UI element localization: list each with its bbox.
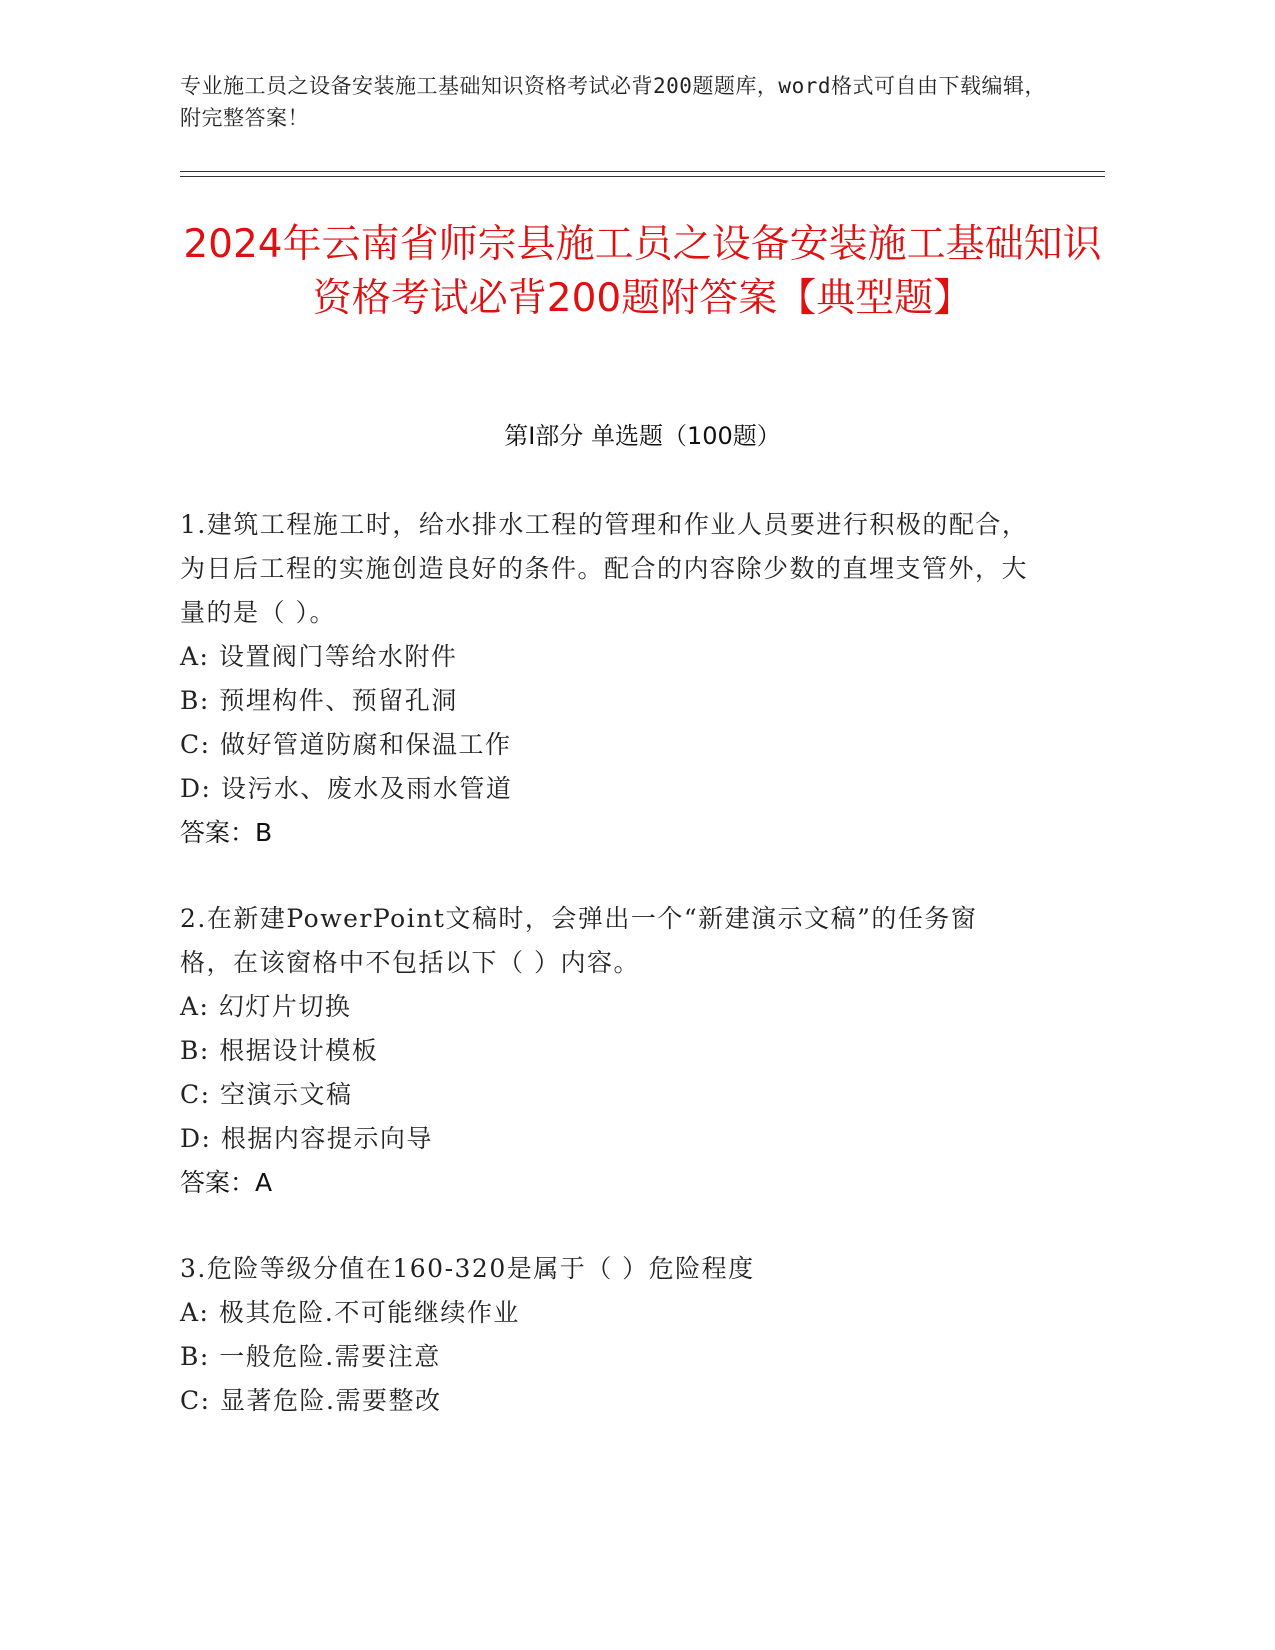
question-item (180, 897, 1030, 1205)
question-option: C: 做好管道防腐和保温工作 (180, 730, 512, 759)
document-title: 2024年云南省师宗县施工员之设备安装施工基础知识资格考试必背200题附答案【典型题】 (183, 222, 1102, 321)
question-option: C: 空演示文稿 (180, 1080, 353, 1109)
question-option: B: 根据设计模板 (180, 1036, 379, 1065)
question-item (180, 1247, 1030, 1423)
question-stem: 2.在新建PowerPoint文稿时，会弹出一个“新建演示文稿”的任务窗格，在该窗格中不包括以下（ ）内容。 (180, 904, 978, 977)
question-stem: 1.建筑工程施工时，给水排水工程的管理和作业人员要进行积极的配合，为日后工程的实施创造良好的条件。配合的内容除少数的直埋支管外，大量的是（ ）。 (180, 510, 1029, 627)
header-divider (180, 171, 1105, 177)
question-item (180, 503, 1030, 855)
header-note: 专业施工员之设备安装施工基础知识资格考试必背200题题库，word格式可自由下载编辑，附完整答案！ (180, 74, 1046, 130)
section-title: 第I部分 单选题（100题） (504, 422, 781, 450)
question-answer: 答案：A (180, 1168, 273, 1197)
question-option: B: 预埋构件、预留孔洞 (180, 686, 458, 715)
question-option: A: 极其危险.不可能继续作业 (180, 1298, 520, 1327)
question-option: D: 设污水、废水及雨水管道 (180, 774, 513, 803)
question-option: D: 根据内容提示向导 (180, 1124, 433, 1153)
question-list (180, 503, 1030, 1465)
question-option: A: 幻灯片切换 (180, 992, 352, 1021)
question-stem: 3.危险等级分值在160-320是属于（ ）危险程度 (180, 1254, 755, 1283)
question-option: B: 一般危险.需要注意 (180, 1342, 441, 1371)
question-answer: 答案：B (180, 818, 273, 847)
question-option: C: 显著危险.需要整改 (180, 1386, 442, 1415)
question-option: A: 设置阀门等给水附件 (180, 642, 458, 671)
